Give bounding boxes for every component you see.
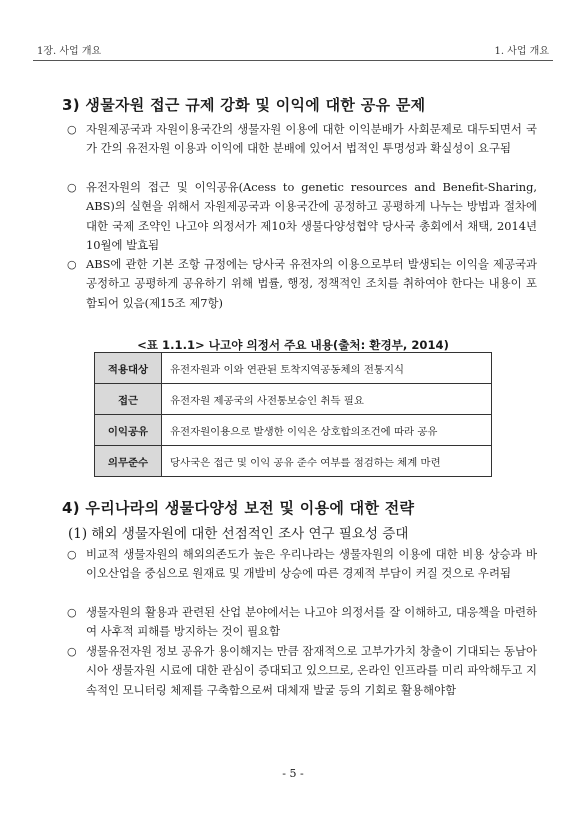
- header-chapter: 1장. 사업 개요: [37, 46, 102, 57]
- section-4-bullet-2: [67, 603, 537, 642]
- nagoya-protocol-table: [94, 352, 492, 477]
- table-row: [95, 415, 492, 446]
- table-key: 의무준수: [95, 446, 162, 477]
- section-3-title: 3) 생물자원 접근 규제 강화 및 이익에 대한 공유 문제: [62, 96, 426, 114]
- section-4-subtitle: (1) 해외 생물자원에 대한 선점적인 조사 연구 필요성 증대: [68, 526, 409, 542]
- bullet-mark: ○: [67, 258, 77, 271]
- table-key: 접근: [95, 384, 162, 415]
- page-header: [33, 38, 553, 61]
- table-row: [95, 446, 492, 477]
- section-4-bullet-3: [67, 642, 537, 700]
- table-key: 이익공유: [95, 415, 162, 446]
- table-value: 당사국은 접근 및 이익 공유 준수 여부를 점검하는 체계 마련: [162, 446, 492, 477]
- page-number: - 5 -: [282, 767, 304, 780]
- section-3-bullet-1: [67, 120, 537, 159]
- bullet-mark: ○: [67, 181, 77, 194]
- bullet-mark: ○: [67, 606, 77, 619]
- bullet-text: 유전자원의 접근 및 이익공유(Acess to genetic resources and Benefit-Sharing, ABS)의 실현을 위해서 자원제공국과 이용국간에 공정하고 공평하게 나누는 방법과 절차에 대한 국제 조약인 나고야 의정서가 제10차 생물다양성협약 당사국 총회에서 채택, 2014년 10월에 발효됨: [86, 180, 537, 253]
- bullet-text: 비교적 생물자원의 해외의존도가 높은 우리나라는 생물자원의 이용에 대한 비용 상승과 바이오산업을 중심으로 원재료 및 개발비 상승에 따른 경제적 부담이 커질 것으로 우려됨: [86, 547, 537, 581]
- table-key: 적용대상: [95, 353, 162, 384]
- table-row: [95, 353, 492, 384]
- bullet-text: ABS에 관한 기본 조항 규정에는 당사국 유전자의 이용으로부터 발생되는 이익을 제공국과 공정하고 공평하게 공유하기 위해 법률, 행정, 정책적인 조치를 취하여야 한다는 내용이 포함되어 있음(제15조 제7항): [86, 257, 537, 310]
- section-4-title: 4) 우리나라의 생물다양성 보전 및 이용에 대한 전략: [62, 499, 415, 517]
- table-row: [95, 384, 492, 415]
- bullet-mark: ○: [67, 645, 77, 658]
- table-caption: <표 1.1.1> 나고야 의정서 주요 내용(출처: 환경부, 2014): [137, 338, 449, 352]
- bullet-text: 생물자원의 활용과 관련된 산업 분야에서는 나고야 의정서를 잘 이해하고, 대응책을 마련하여 사후적 피해를 방지하는 것이 필요함: [86, 605, 537, 639]
- bullet-text: 자원제공국과 자원이용국간의 생물자원 이용에 대한 이익분배가 사회문제로 대두되면서 국가 간의 유전자원 이용과 이익에 대한 분배에 있어서 법적인 투명성과 확실성이 요구됨: [86, 122, 537, 156]
- table-value: 유전자원이용으로 발생한 이익은 상호합의조건에 따라 공유: [162, 415, 492, 446]
- bullet-mark: ○: [67, 548, 77, 561]
- header-section: 1. 사업 개요: [494, 46, 549, 57]
- table-value: 유전자원과 이와 연관된 토착지역공동체의 전통지식: [162, 353, 492, 384]
- bullet-mark: ○: [67, 123, 77, 136]
- section-3-bullet-2: [67, 178, 537, 256]
- section-3-bullet-3: [67, 255, 537, 313]
- bullet-text: 생물유전자원 정보 공유가 용이해지는 만큼 잠재적으로 고부가가치 창출이 기대되는 동남아시아 생물자원 시료에 대한 관심이 증대되고 있으므로, 온라인 인프라를 미리 파악해두고 지속적인 모니터링 체제를 구축함으로써 대체재 발굴 등의 기회로 활용해야함: [86, 644, 537, 697]
- section-4-bullet-1: [67, 545, 537, 584]
- table-value: 유전자원 제공국의 사전통보승인 취득 필요: [162, 384, 492, 415]
